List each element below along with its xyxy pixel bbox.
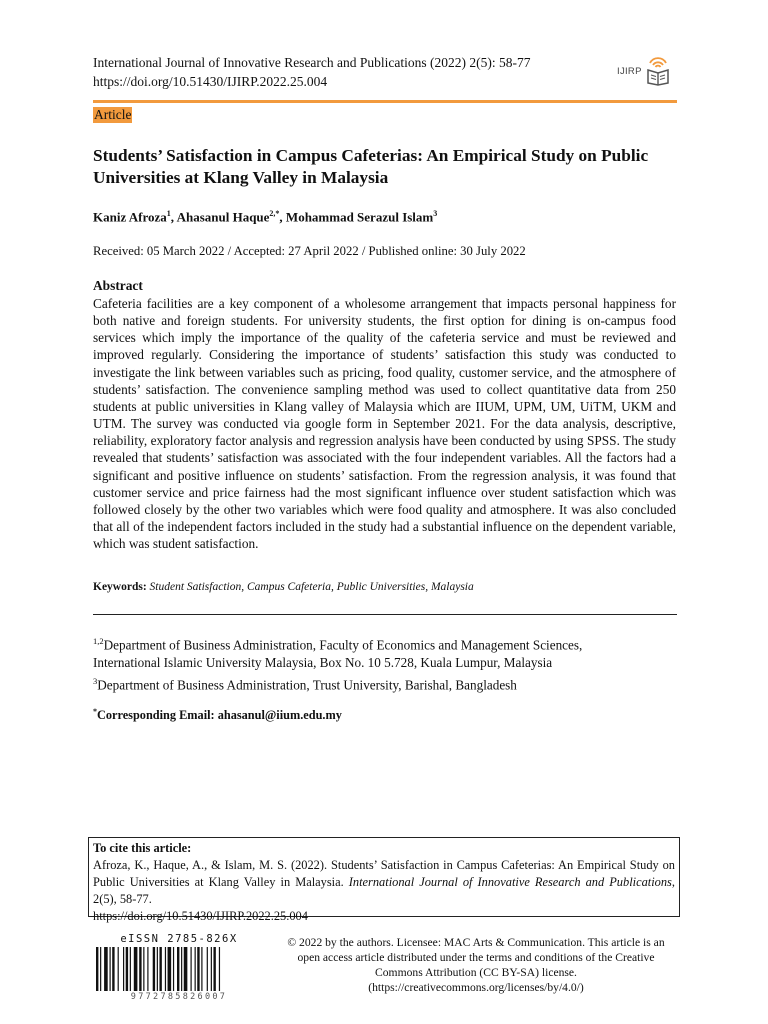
affiliations [93, 632, 683, 695]
journal-citation-line: International Journal of Innovative Research and Publications (2022) 2(5): 58-77 [93, 55, 531, 70]
author-name: Mohammad Serazul Islam [285, 209, 434, 225]
author-affil-sup: 1 [166, 209, 171, 218]
author-name: Ahasanul Haque [176, 209, 270, 225]
citation-doi[interactable]: https://doi.org/10.51430/IJIRP.2022.25.004 [93, 909, 308, 923]
affiliation-line [93, 654, 683, 672]
citation-body [93, 857, 675, 908]
paper-title: Students’ Satisfaction in Campus Cafeterias: An Empirical Study on Public Universities at Klang Valley in Malaysia [93, 146, 649, 187]
author-affil-sup: 2,* [269, 209, 280, 218]
citation-volume: , 2(5), 58-77. [93, 875, 675, 906]
citation-text: Afroza, K., Haque, A., & Islam, M. S. (2022). Students’ Satisfaction in Campus Cafeterias: An Empirical Study on Public Universities at Klang Valley in Malaysia. [93, 858, 675, 889]
keywords-value: Student Satisfaction, Campus Cafeteria, Public Universities, Malaysia [149, 581, 474, 593]
corresponding-sup: * [93, 707, 97, 716]
abstract-heading: Abstract [93, 278, 143, 293]
affiliation-text: Department of Business Administration, Trust University, Barishal, Bangladesh [97, 677, 517, 693]
affiliation-text: International Islamic University Malaysia, Box No. 10 5.728, Kuala Lumpur, Malaysia [93, 655, 553, 671]
citation-journal: International Journal of Innovative Research and Publications [348, 875, 672, 889]
affiliation-sup: 3 [93, 676, 98, 687]
affiliation-sup: 1,2 [93, 636, 104, 646]
journal-header [93, 53, 673, 91]
publication-dates: Received: 05 March 2022 / Accepted: 27 April 2022 / Published online: 30 July 2022 [93, 244, 526, 258]
citation-box [88, 837, 680, 923]
keywords [93, 579, 474, 595]
header-divider [93, 100, 677, 103]
section-divider [93, 614, 677, 615]
logo-text: IJIRP [617, 66, 642, 77]
abstract-body: Cafeteria facilities are a key component of a wholesome arrangement that impacts personal happiness for both native and foreign students. For university students, the first option for dining is on-campus food services which imply the importance of the quality of the cafeteria service and must be reviewed and improved regularly. Considering the importance of students’ satisfaction this study was conducted to investigate the link between variables such as pricing, food quality, customer service, and the atmosphere of students’ satisfaction. The convenience sampling method was used to collect quantitative data from 250 students at public universities in Klang valley of Malaysia which are IIUM, UPM, UM, UiTM, UKM and UTM. The survey was conducted via google form in September 2021. For the data analysis, descriptive, reliability, exploratory factor analysis and regression analysis have been conducted by using SPSS. The study revealed that students’ satisfaction was associated with the four independent variables. All the factors had a significant and positive influence on students’ satisfaction. From the regression analysis, it was found that customer service and price fairness had the most significant influence over student satisfaction which was followed closely by the other two variables which were food quality and atmosphere. It was also concluded that all of the independent factors included in the study had a substantial influence on the dependent variable, which was student satisfaction. [93, 296, 676, 552]
doi-link[interactable]: https://doi.org/10.51430/IJIRP.2022.25.004 [93, 74, 328, 89]
issn-barcode [94, 935, 264, 1005]
barcode-icon [94, 947, 264, 991]
author-name: Kaniz Afroza [93, 209, 167, 225]
citation-heading: To cite this article: [93, 841, 192, 855]
barcode-digits: 9772785826007 [130, 992, 228, 1002]
license-notice: © 2022 by the authors. Licensee: MAC Arts & Communication. This article is an open access article distributed under the terms and conditions of the Creative Commons Attribution (CC BY-SA) license. (https://creativecommons.org/licenses/by/4.0/) [287, 936, 665, 994]
affiliation-line [93, 632, 683, 654]
book-wifi-icon [645, 54, 671, 86]
keywords-label: Keywords: [93, 581, 147, 593]
corresponding-email [93, 704, 342, 723]
journal-logo [617, 54, 673, 86]
author-list: Kaniz Afroza$^1$, Ahasanul Haque$^{2,*}$, Mohammad Serazul Islam$^3$ [93, 209, 438, 225]
corresponding-text[interactable]: Corresponding Email: ahasanul@iium.edu.my [97, 708, 342, 723]
author-affil-sup: 3 [433, 209, 438, 218]
article-type-badge: Article [94, 107, 132, 122]
affiliation-line [93, 672, 683, 694]
issn-label: eISSN 2785-826X [120, 933, 238, 945]
affiliation-text: Department of Business Administration, Faculty of Economics and Management Sciences, [103, 637, 583, 653]
